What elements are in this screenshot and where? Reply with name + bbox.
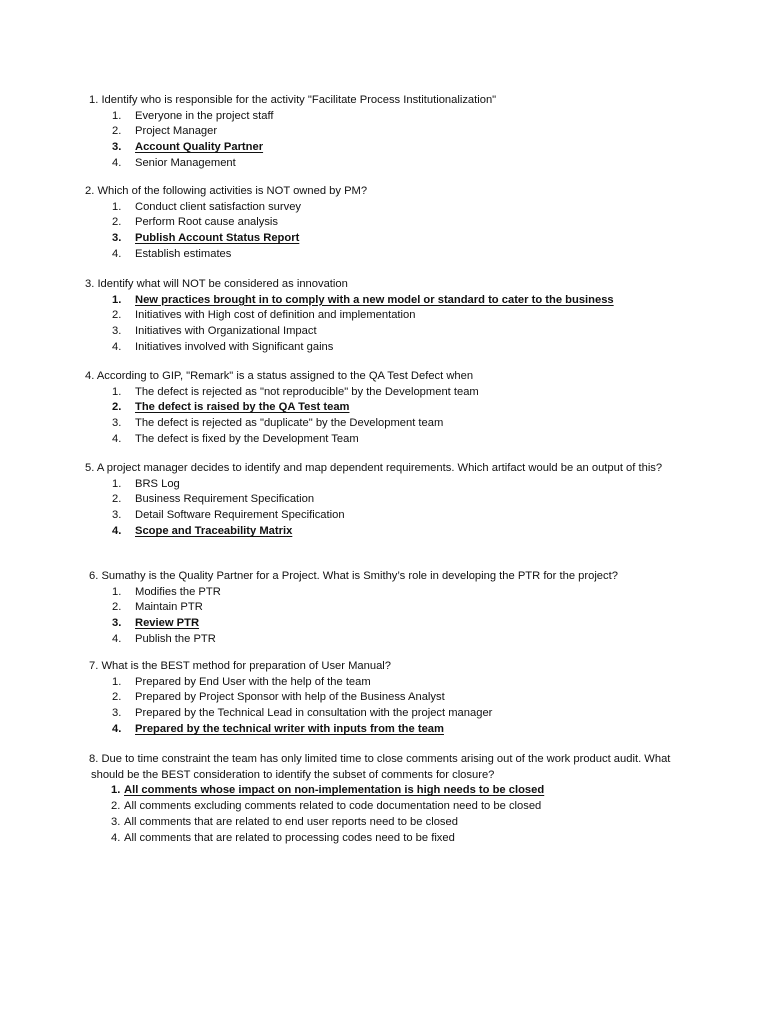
option-number: 2. [112,216,122,229]
option-text: New practices brought in to comply with a new model or standard to cater to the business [135,293,614,306]
option-4 [111,831,679,847]
option-text: Maintain PTR [135,601,203,614]
question-text: 5. A project manager decides to identify and map dependent requirements. Which artifact would be an output of this? [85,462,663,474]
option-number: 3. [112,617,122,630]
options-list [112,675,689,739]
option-number: 1. [112,200,122,213]
option-text: Project Manager [135,125,218,138]
option-text: Prepared by the technical writer with inputs from the team [135,723,444,736]
option-text: Conduct client satisfaction survey [135,200,302,213]
option-4 [112,632,709,648]
option-number: 1. [112,293,122,306]
option-3 [112,508,675,524]
option-text: Initiatives with High cost of definition and implementation [135,309,416,322]
option-1 [112,109,689,125]
option-4 [112,432,685,448]
option-3-correct [112,140,689,156]
options-list [111,783,679,847]
option-2 [112,124,689,140]
option-text: Scope and Traceability Matrix [135,525,293,538]
option-1 [112,675,689,691]
options-list [112,293,685,357]
option-4 [112,340,685,356]
option-text: The defect is fixed by the Development Team [135,433,359,446]
option-number: 2. [112,493,122,506]
option-text: The defect is rejected as "duplicate" by the Development team [135,417,444,430]
option-text: All comments that are related to processing codes need to be fixed [124,831,455,844]
option-4 [112,156,689,172]
option-text: Establish estimates [135,248,232,261]
options-list [112,109,689,173]
option-1 [112,477,675,493]
option-number: 2. [112,691,122,704]
option-number: 3. [112,417,122,430]
option-text: Initiatives with Organizational Impact [135,325,317,338]
option-number: 4. [112,525,122,538]
question-8 [89,752,679,847]
option-number: 4. [111,831,121,844]
option-number: 4. [112,633,122,646]
question-2 [85,184,685,263]
option-2 [112,215,685,231]
option-text: BRS Log [135,477,180,490]
option-3 [112,416,685,432]
option-1 [112,585,709,601]
option-number: 2. [112,601,122,614]
option-1-correct [111,783,679,799]
question-4 [85,369,685,448]
question-text: 1. Identify who is responsible for the activity "Facilitate Process Institutionalization" [89,94,497,106]
option-4 [112,247,685,263]
option-3-correct [112,616,709,632]
option-1 [112,385,685,401]
option-text: Publish the PTR [135,633,216,646]
option-text: Everyone in the project staff [135,109,274,122]
question-7 [89,659,689,738]
option-text: All comments excluding comments related to code documentation need to be closed [124,800,542,813]
question-text: 7. What is the BEST method for preparation of User Manual? [89,660,392,672]
option-number: 4. [112,157,122,170]
option-text: The defect is raised by the QA Test team [135,401,350,414]
option-text: Initiatives involved with Significant gains [135,341,334,354]
option-number: 2. [112,401,122,414]
question-6 [89,569,709,648]
option-number: 1. [112,675,122,688]
option-number: 1. [112,585,122,598]
option-number: 2. [112,309,122,322]
option-number: 3. [112,509,122,522]
question-text: 4. According to GIP, "Remark" is a status assigned to the QA Test Defect when [85,370,474,382]
option-number: 1. [112,477,122,490]
option-number: 1. [112,385,122,398]
question-1 [89,93,689,172]
option-3-correct [112,231,685,247]
option-2 [112,690,689,706]
option-text: Perform Root cause analysis [135,216,279,229]
option-number: 4. [112,248,122,261]
option-number: 4. [112,341,122,354]
option-text: Account Quality Partner [135,141,264,154]
question-text: 6. Sumathy is the Quality Partner for a Project. What is Smithy’s role in developing the PTR for the project? [89,570,618,582]
option-number: 1. [111,784,121,797]
option-4-correct [112,722,689,738]
option-3 [111,815,679,831]
options-list [112,477,675,541]
option-number: 2. [112,125,122,138]
option-number: 4. [112,723,122,736]
option-number: 3. [112,707,122,720]
option-number: 2. [111,800,121,813]
option-2 [112,492,675,508]
question-5 [85,461,675,540]
question-text: 3. Identify what will NOT be considered as innovation [85,278,348,290]
option-2 [112,600,709,616]
option-text: Publish Account Status Report [135,232,300,245]
option-2-correct [112,400,685,416]
option-text: Review PTR [135,617,200,630]
option-1 [112,200,685,216]
option-1-correct [112,293,685,309]
option-2 [112,308,685,324]
option-number: 3. [111,815,121,828]
question-text: 2. Which of the following activities is NOT owned by PM? [85,185,368,197]
options-list [112,585,709,649]
options-list [112,200,685,264]
option-text: Business Requirement Specification [135,493,315,506]
option-number: 1. [112,109,122,122]
option-text: Prepared by End User with the help of the team [135,675,371,688]
options-list [112,385,685,449]
option-text: All comments that are related to end user reports need to be closed [124,815,458,828]
option-3 [112,324,685,340]
option-4-correct [112,524,675,540]
option-number: 4. [112,433,122,446]
option-number: 3. [112,232,122,245]
option-text: Prepared by Project Sponsor with help of the Business Analyst [135,691,445,704]
question-3 [85,277,685,356]
option-number: 3. [112,141,122,154]
option-text: Senior Management [135,157,236,170]
question-text: 8. Due to time constraint the team has only limited time to close comments arising out of the work product audit. What should be the BEST consideration to identify the subset of comments for closure? [89,753,671,781]
option-number: 3. [112,325,122,338]
option-3 [112,706,689,722]
option-text: Prepared by the Technical Lead in consultation with the project manager [135,707,493,720]
option-text: Detail Software Requirement Specification [135,509,345,522]
option-text: Modifies the PTR [135,585,221,598]
option-2 [111,799,679,815]
option-text: All comments whose impact on non-implementation is high needs to be closed [124,784,545,797]
option-text: The defect is rejected as "not reproducible" by the Development team [135,385,479,398]
